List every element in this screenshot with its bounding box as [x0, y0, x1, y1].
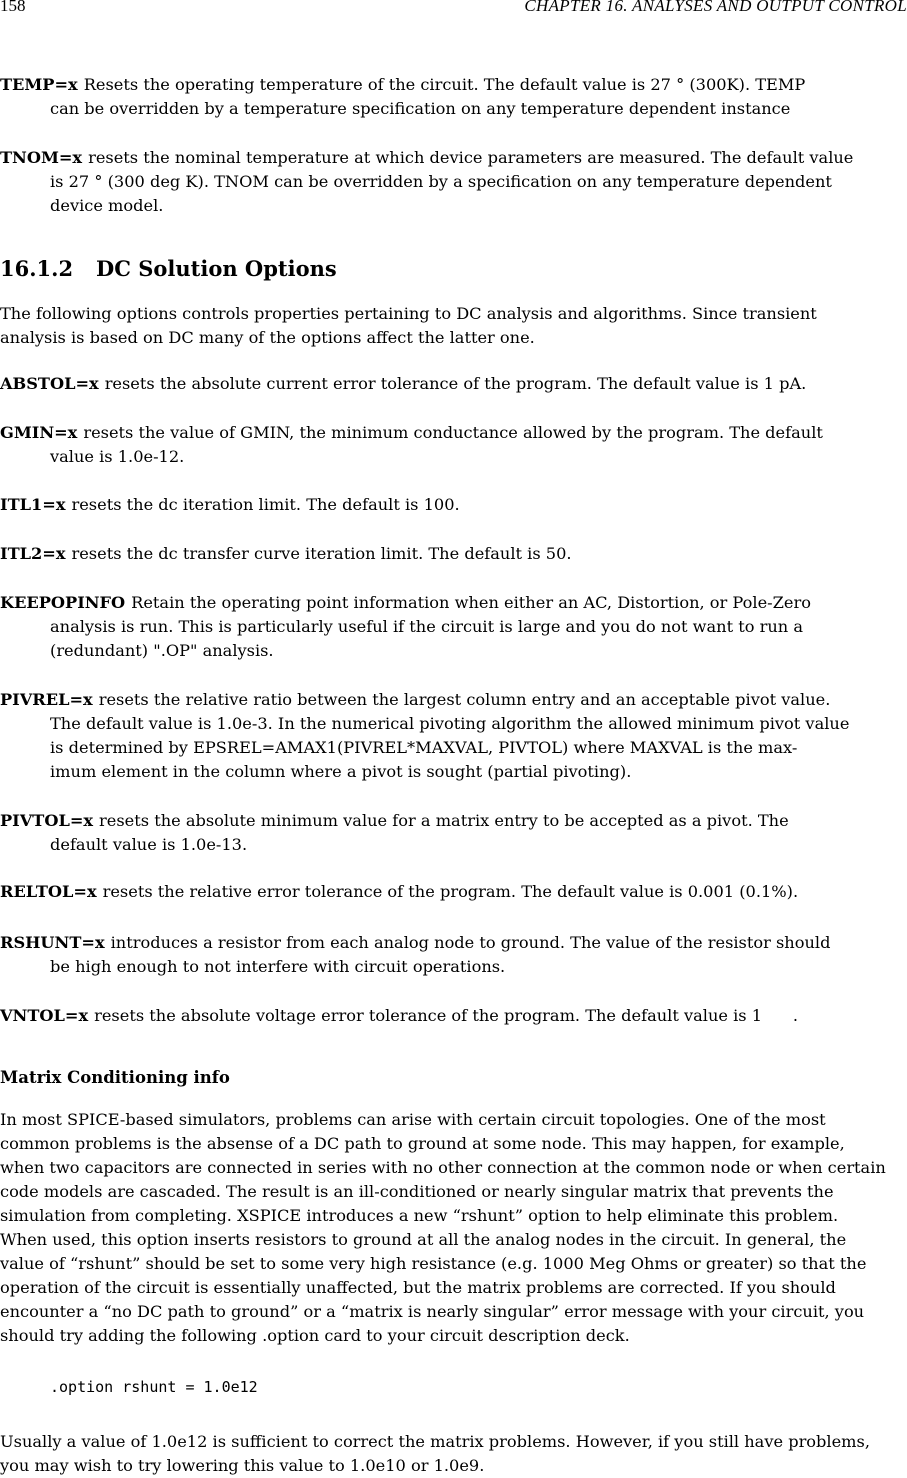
paragraph-line: code models are cascaded. The result is an ill-conditioned or nearly singular matrix that prevents the — [0, 1182, 834, 1201]
paragraph-line: value of “rshunt” should be set to some very high resistance (e.g. 1000 Meg Ohms or greater) so that the — [0, 1254, 867, 1273]
option-desc-line: is 27 ° (300 deg K). TNOM can be overridden by a specification on any temperature dependent — [50, 172, 832, 191]
matrix-paragraph — [0, 1108, 907, 1348]
option-gmin — [0, 421, 907, 469]
option-reltol — [0, 880, 907, 904]
option-desc-line: resets the dc iteration limit. The default is 100. — [71, 495, 460, 514]
option-term: RSHUNT=x — [0, 933, 105, 952]
intro-paragraph — [0, 302, 907, 350]
section-title: DC Solution Options — [96, 256, 337, 281]
option-desc-line: can be overridden by a temperature specification on any temperature dependent instance — [50, 99, 791, 118]
option-term: KEEPOPINFO — [0, 593, 126, 612]
option-term: ITL1=x — [0, 495, 66, 514]
option-desc-line: The default value is 1.0e-3. In the numerical pivoting algorithm the allowed minimum pivot value — [50, 714, 850, 733]
paragraph-line: encounter a “no DC path to ground” or a “matrix is nearly singular” error message with your circuit, you — [0, 1302, 865, 1321]
closing-paragraph — [0, 1430, 907, 1478]
option-desc-line: resets the absolute current error tolerance of the program. The default value is 1 pA. — [104, 374, 807, 393]
option-term: RELTOL=x — [0, 882, 97, 901]
option-desc-line: Resets the operating temperature of the circuit. The default value is 27 ° (300K). TEMP — [83, 75, 806, 94]
option-desc-line: default value is 1.0e-13. — [50, 835, 248, 854]
option-term: PIVREL=x — [0, 690, 93, 709]
paragraph-line: The following options controls properties pertaining to DC analysis and algorithms. Since transient — [0, 304, 817, 323]
option-term: ABSTOL=x — [0, 374, 99, 393]
option-desc-line: resets the relative error tolerance of the program. The default value is 0.001 (0.1%). — [102, 882, 799, 901]
paragraph-line: simulation from completing. XSPICE introduces a new “rshunt” option to help eliminate this problem. — [0, 1206, 839, 1225]
option-desc-line: device model. — [50, 196, 164, 215]
page-number: 158 — [0, 0, 26, 15]
chapter-title: CHAPTER 16. ANALYSES AND OUTPUT CONTROL — [524, 0, 907, 15]
paragraph-line: you may wish to try lowering this value to 1.0e10 or 1.0e9. — [0, 1456, 485, 1475]
option-keepopinfo — [0, 591, 907, 663]
option-desc-line: resets the dc transfer curve iteration limit. The default is 50. — [71, 544, 572, 563]
option-desc-line: analysis is run. This is particularly useful if the circuit is large and you do not want to run a — [50, 617, 804, 636]
option-desc-line: (redundant) ".OP" analysis. — [50, 641, 274, 660]
option-pivrel — [0, 688, 907, 784]
option-desc-line: resets the value of GMIN, the minimum conductance allowed by the program. The default — [83, 423, 823, 442]
page-header — [0, 0, 907, 18]
option-term: TNOM=x — [0, 148, 83, 167]
option-term: PIVTOL=x — [0, 811, 94, 830]
section-number: 16.1.2 — [0, 256, 74, 281]
option-itl2 — [0, 542, 907, 566]
option-rshunt — [0, 931, 907, 979]
option-desc-line: imum element in the column where a pivot is sought (partial pivoting). — [50, 762, 632, 781]
section-heading — [0, 257, 337, 281]
paragraph-line: Usually a value of 1.0e12 is sufficient to correct the matrix problems. However, if you still have problems, — [0, 1432, 870, 1451]
option-vntol — [0, 1004, 907, 1028]
paragraph-line: when two capacitors are connected in series with no other connection at the common node or when certain — [0, 1158, 886, 1177]
option-pivtol — [0, 809, 907, 857]
option-term: TEMP=x — [0, 75, 78, 94]
option-itl1 — [0, 493, 907, 517]
option-abstol — [0, 372, 907, 396]
paragraph-line: common problems is the absense of a DC path to ground at some node. This may happen, for example, — [0, 1134, 845, 1153]
subsection-heading: Matrix Conditioning info — [0, 1068, 230, 1087]
code-example: .option rshunt = 1.0e12 — [50, 1378, 258, 1396]
option-desc-line: is determined by EPSREL=AMAX1(PIVREL*MAXVAL, PIVTOL) where MAXVAL is the max- — [50, 738, 798, 757]
option-desc-line: Retain the operating point information when either an AC, Distortion, or Pole-Zero — [131, 593, 811, 612]
paragraph-line: operation of the circuit is essentially unaffected, but the matrix problems are corrected. If you should — [0, 1278, 836, 1297]
option-temp — [0, 73, 907, 121]
option-desc-line: resets the absolute minimum value for a matrix entry to be accepted as a pivot. The — [99, 811, 789, 830]
option-desc-line: resets the absolute voltage error tolerance of the program. The default value is 1 . — [94, 1006, 799, 1025]
option-desc-line: resets the relative ratio between the largest column entry and an acceptable pivot value. — [98, 690, 831, 709]
option-desc-line: resets the nominal temperature at which device parameters are measured. The default value — [88, 148, 854, 167]
paragraph-line: In most SPICE-based simulators, problems can arise with certain circuit topologies. One of the most — [0, 1110, 826, 1129]
option-term: GMIN=x — [0, 423, 78, 442]
option-desc-line: introduces a resistor from each analog node to ground. The value of the resistor should — [110, 933, 831, 952]
option-tnom — [0, 146, 907, 218]
option-term: VNTOL=x — [0, 1006, 89, 1025]
paragraph-line: analysis is based on DC many of the options affect the latter one. — [0, 328, 535, 347]
option-term: ITL2=x — [0, 544, 66, 563]
option-desc-line: be high enough to not interfere with circuit operations. — [50, 957, 506, 976]
paragraph-line: should try adding the following .option card to your circuit description deck. — [0, 1326, 630, 1345]
paragraph-line: When used, this option inserts resistors to ground at all the analog nodes in the circuit. In general, the — [0, 1230, 847, 1249]
option-desc-line: value is 1.0e-12. — [50, 447, 185, 466]
